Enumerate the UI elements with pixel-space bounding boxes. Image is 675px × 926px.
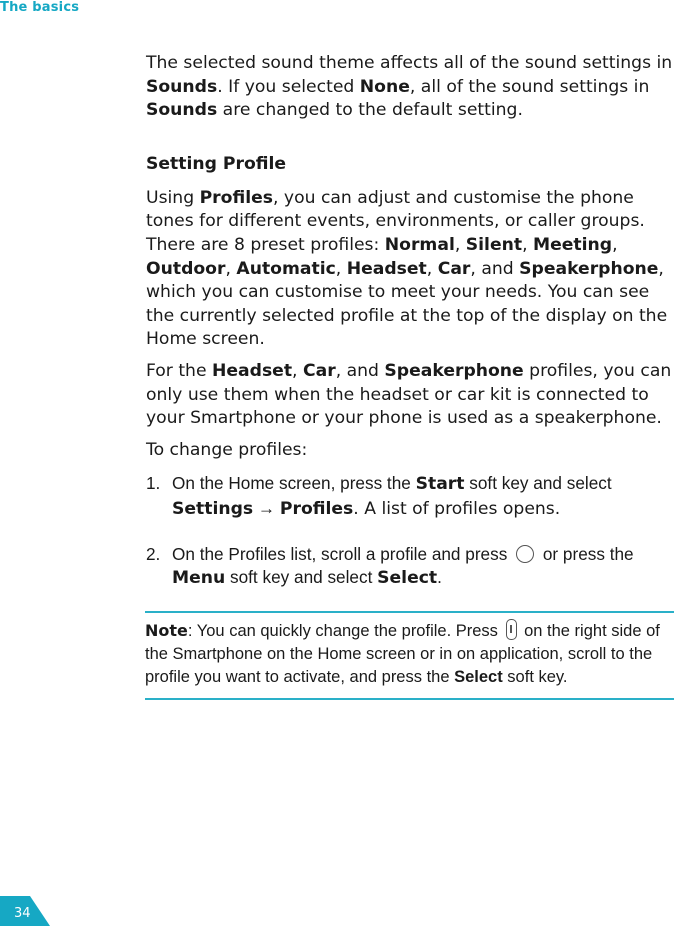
- note-label: Note: [145, 620, 188, 640]
- step-number: 1.: [146, 473, 161, 494]
- step-item: 2. On the Profiles list, scroll a profile and press or press the Menu soft key and select Select.: [146, 543, 634, 589]
- side-key-icon: [506, 619, 517, 640]
- section-heading: Setting Profile: [146, 153, 287, 174]
- page-number: 34: [14, 906, 31, 921]
- section-title: The basics: [0, 0, 80, 15]
- paragraph-special-profiles: For the Headset, Car, and Speakerphone profiles, you can only use them when the headset or car kit is connected to your Smartphone or your phone is used as a speakerphone.: [146, 360, 672, 429]
- steps-list: [146, 472, 674, 590]
- paragraph-change-profiles: To change profiles:: [146, 439, 308, 460]
- note-text: Note: You can quickly change the profile. Press on the right side of the Smartphone on the Home screen or in on application, scroll to the profile you want to activate, and press the Select soft key.: [145, 620, 660, 686]
- section-header: [0, 0, 79, 15]
- paragraph-sound-theme: The selected sound theme affects all of the sound settings in Sounds. If you selected None, all of the sound settings in Sounds are changed to the default setting.: [146, 53, 673, 121]
- step-number: 2.: [146, 543, 161, 564]
- paragraph-profiles-intro: Using Profiles, you can adjust and customise the phone tones for different events, environments, or caller groups. There are 8 preset profiles: Normal, Silent, Meeting, Outdoor, Automatic, Headset, Car, and Speakerphone, which you can customise to meet your needs. You can see the currently selected profile at the top of the display on the Home screen.: [146, 187, 668, 350]
- navigation-key-icon: [516, 545, 534, 563]
- step-item: 1. On the Home screen, press the Start soft key and select Settings → Profiles. A list of profiles opens.: [146, 473, 612, 519]
- page-content: [146, 52, 674, 700]
- note-box: [145, 611, 674, 700]
